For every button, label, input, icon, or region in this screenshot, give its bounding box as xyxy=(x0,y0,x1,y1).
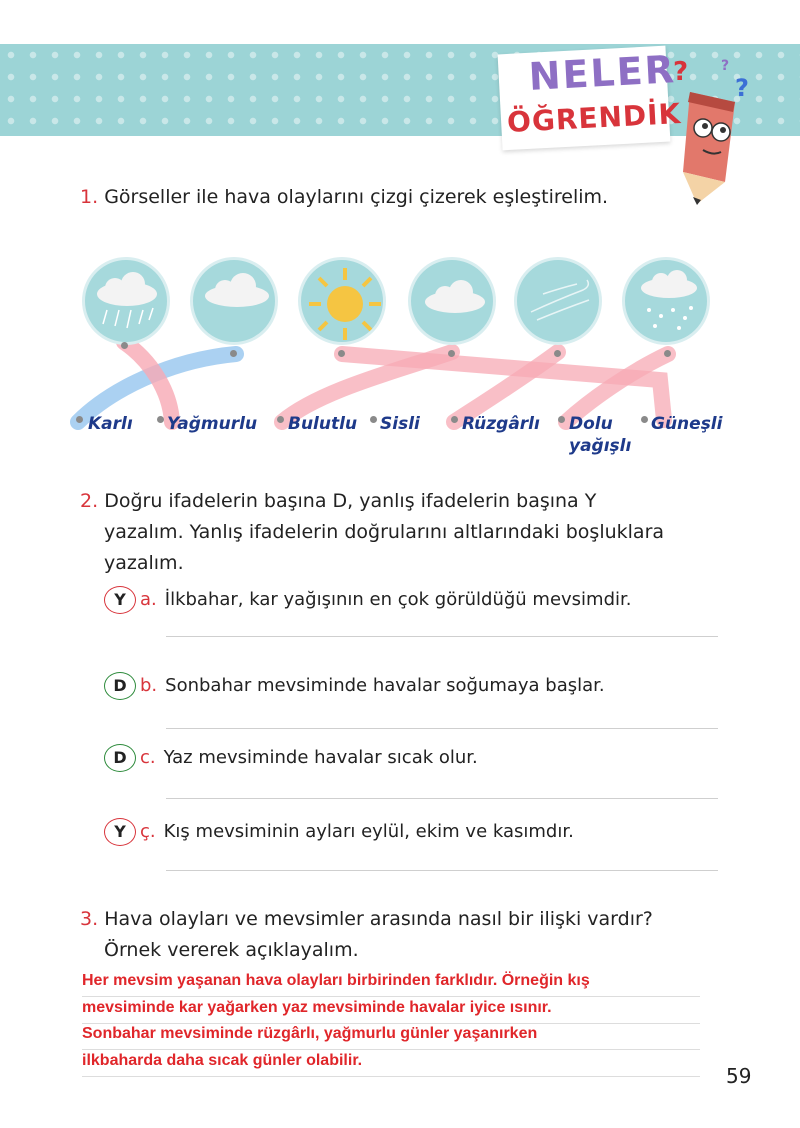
match-dot xyxy=(338,350,345,357)
svg-text:?: ? xyxy=(721,58,730,74)
label-dot xyxy=(370,416,377,423)
question-3-line-1: Hava olayları ve mevsimler arasında nasıl bir ilişki vardır? xyxy=(104,908,653,930)
question-3-number: 3. xyxy=(80,908,99,930)
label-sisli: Sisli xyxy=(380,414,420,434)
match-dot xyxy=(554,350,561,357)
weather-image-sun xyxy=(298,257,386,345)
statement-letter-a: a. xyxy=(140,589,157,610)
answer-mark-d: Y xyxy=(104,818,136,846)
question-2 xyxy=(80,486,740,579)
label-bulutlu: Bulutlu xyxy=(288,414,358,434)
question-2-line-3: yazalım. xyxy=(104,552,184,574)
statement-c xyxy=(104,744,478,772)
write-line-c[interactable] xyxy=(166,798,718,799)
question-1-text: Görseller ile hava olaylarını çizgi çizerek eşleştirelim. xyxy=(104,186,609,208)
answer-mark-c: D xyxy=(104,744,136,772)
label-ruzgarli: Rüzgârlı xyxy=(462,414,540,434)
weather-image-cloud xyxy=(190,257,278,345)
weather-image-wind xyxy=(514,257,602,345)
label-dot xyxy=(76,416,83,423)
answer-line-3: Sonbahar mevsiminde rüzgârlı, yağmurlu günler yaşanırken xyxy=(82,1025,538,1042)
question-2-number: 2. xyxy=(80,490,99,512)
match-dot xyxy=(448,350,455,357)
answer-line xyxy=(82,1076,700,1077)
question-3-line-2: Örnek vererek açıklayalım. xyxy=(104,939,359,961)
statement-letter-b: b. xyxy=(140,675,158,696)
answer-line-4: ilkbaharda daha sıcak günler olabilir. xyxy=(82,1051,363,1069)
statement-text-a: İlkbahar, kar yağışının en çok görüldüğü mevsimdir. xyxy=(164,589,632,610)
match-dot xyxy=(121,342,128,349)
weather-image-hail xyxy=(622,257,710,345)
match-dot xyxy=(664,350,671,357)
write-line-a[interactable] xyxy=(166,636,718,637)
svg-text:?: ? xyxy=(673,57,689,87)
label-dot xyxy=(558,416,565,423)
label-dot xyxy=(451,416,458,423)
question-2-line-2: yazalım. Yanlış ifadelerin doğrularını altlarındaki boşluklara xyxy=(104,521,665,543)
page-number: 59 xyxy=(726,1064,752,1088)
statement-a xyxy=(104,586,632,614)
weather-image-rain xyxy=(82,257,170,345)
statement-text-d: Kış mevsiminin ayları eylül, ekim ve kasımdır. xyxy=(163,821,574,842)
svg-text:?: ? xyxy=(735,74,749,102)
matching-lines xyxy=(0,0,800,470)
match-dot xyxy=(230,350,237,357)
statement-letter-c: c. xyxy=(140,747,156,768)
question-3 xyxy=(80,904,740,966)
statement-text-c: Yaz mevsiminde havalar sıcak olur. xyxy=(163,747,478,768)
answer-line-1: Her mevsim yaşanan hava olayları birbirinden farklıdır. Örneğin kış xyxy=(82,972,590,989)
weather-image-cloud-2 xyxy=(408,257,496,345)
label-yagisli: yağışlı xyxy=(569,436,632,456)
label-dot xyxy=(157,416,164,423)
statement-text-b: Sonbahar mevsiminde havalar soğumaya başlar. xyxy=(165,675,605,696)
write-line-b[interactable] xyxy=(166,728,718,729)
question-3-answer[interactable] xyxy=(82,968,762,1074)
title-neler: NELER xyxy=(527,47,677,99)
question-2-line-1: Doğru ifadelerin başına D, yanlış ifadelerin başına Y xyxy=(104,490,597,512)
label-dot xyxy=(641,416,648,423)
answer-mark-a: Y xyxy=(104,586,136,614)
label-karli: Karlı xyxy=(88,414,133,434)
statement-letter-d: ç. xyxy=(140,821,156,842)
answer-line-2: mevsiminde kar yağarken yaz mevsiminde havalar iyice ısınır. xyxy=(82,998,552,1016)
write-line-d[interactable] xyxy=(166,870,718,871)
statement-b xyxy=(104,672,605,700)
question-1-number: 1. xyxy=(80,186,99,208)
label-yagmurlu: Yağmurlu xyxy=(167,414,258,434)
answer-mark-b: D xyxy=(104,672,136,700)
label-dot xyxy=(277,416,284,423)
statement-c-cedilla xyxy=(104,818,574,846)
label-gunesli: Güneşli xyxy=(651,414,723,434)
title-ogrendik: ÖĞRENDİK xyxy=(506,96,683,140)
label-dolu: Dolu xyxy=(569,414,613,434)
